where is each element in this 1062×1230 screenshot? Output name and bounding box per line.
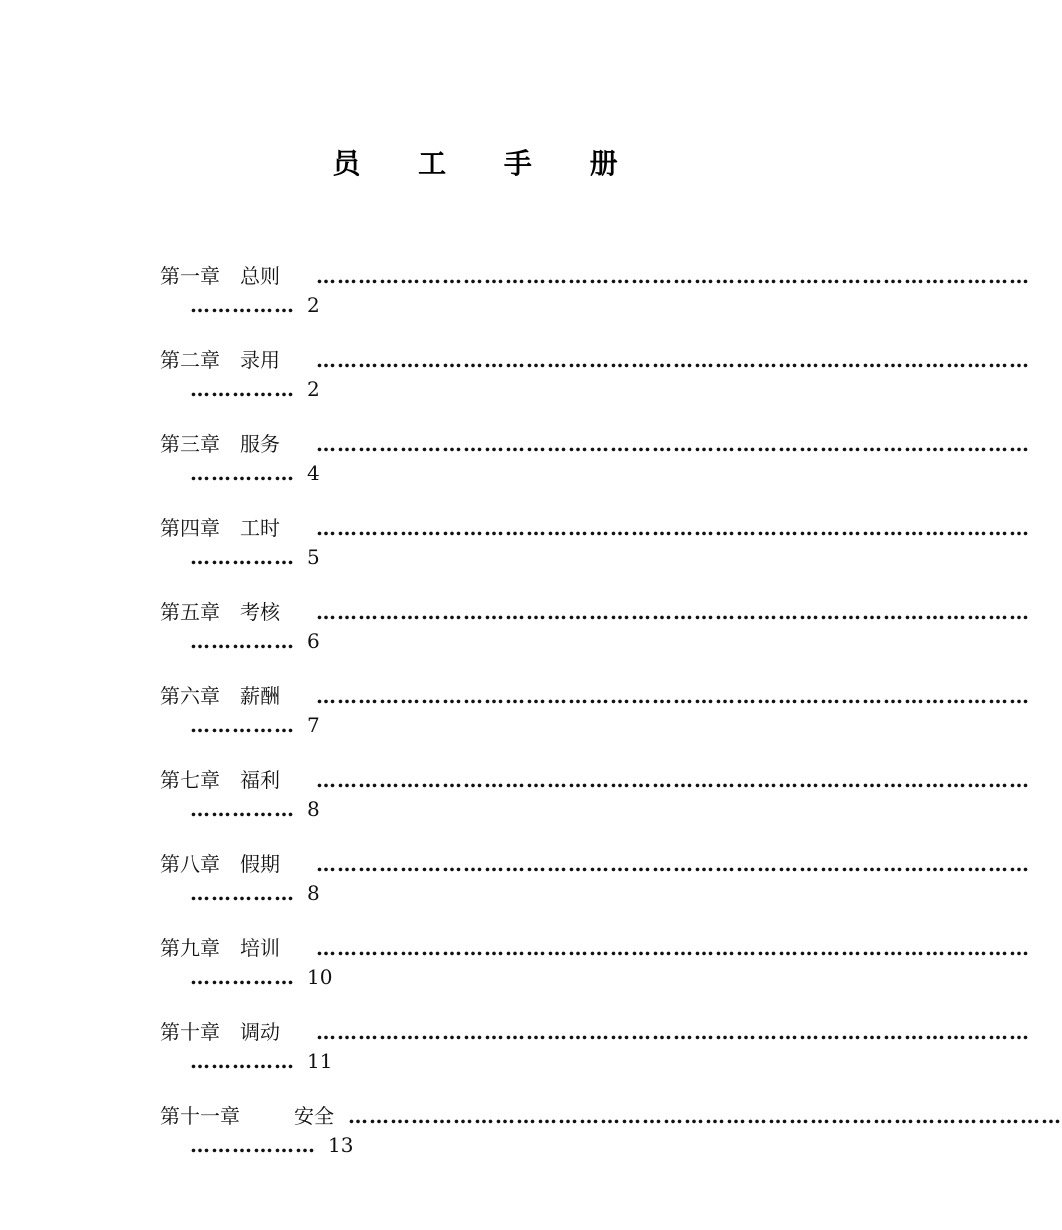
toc-page-number: 8 — [307, 881, 320, 905]
toc-chapter-label: 第四章 — [160, 516, 220, 540]
toc-page-number: 10 — [307, 965, 333, 989]
toc-dot-leader: ………………………………………………………………………………………… — [316, 684, 1030, 708]
toc-dot-leader: ………………………………………………………………………………………… — [316, 600, 1030, 624]
toc-page-number: 2 — [307, 377, 320, 401]
toc-chapter-title: 福利 — [240, 768, 280, 792]
toc-dot-leader: ………………………………………………………………………………………… — [348, 1104, 1062, 1128]
toc-chapter-title: 培训 — [240, 936, 280, 960]
toc-chapter-title: 安全 — [294, 1104, 334, 1128]
toc-chapter-title: 考核 — [240, 600, 280, 624]
toc-chapter-title: 假期 — [240, 852, 280, 876]
toc-page-number: 2 — [307, 293, 320, 317]
toc-chapter-title: 调动 — [240, 1020, 280, 1044]
toc-page-number: 11 — [307, 1049, 333, 1073]
toc-dot-leader: …………… — [190, 797, 295, 821]
toc-chapter-label: 第七章 — [160, 768, 220, 792]
toc-page-number: 6 — [307, 629, 320, 653]
toc-dot-leader: ………………………………………………………………………………………… — [316, 264, 1030, 288]
toc-page-number: 8 — [307, 797, 320, 821]
toc-chapter-label: 第六章 — [160, 684, 220, 708]
toc-chapter-label: 第二章 — [160, 348, 220, 372]
toc-entry[interactable] — [160, 514, 1030, 598]
toc-chapter-title: 薪酬 — [240, 684, 280, 708]
toc-entry[interactable] — [160, 598, 1030, 682]
toc-chapter-label: 第十章 — [160, 1020, 220, 1044]
toc-dot-leader: ………………………………………………………………………………………… — [316, 348, 1030, 372]
toc-dot-leader: …………… — [190, 461, 295, 485]
toc-entry[interactable] — [160, 430, 1030, 514]
toc-dot-leader: ………………………………………………………………………………………… — [316, 516, 1030, 540]
toc-chapter-title: 总则 — [240, 264, 280, 288]
toc-chapter-title: 服务 — [240, 432, 280, 456]
toc-dot-leader: ………………………………………………………………………………………… — [316, 1020, 1030, 1044]
toc-dot-leader: …………… — [190, 545, 295, 569]
toc-dot-leader: ………………………………………………………………………………………… — [316, 852, 1030, 876]
toc-page-number: 5 — [307, 545, 320, 569]
toc-chapter-label: 第八章 — [160, 852, 220, 876]
toc-entry[interactable] — [160, 1102, 1062, 1186]
toc-entry[interactable] — [160, 262, 1030, 346]
toc-dot-leader: …………… — [190, 293, 295, 317]
toc-dot-leader: ………………………………………………………………………………………… — [316, 768, 1030, 792]
toc-chapter-title: 录用 — [240, 348, 280, 372]
toc-dot-leader: …………… — [190, 713, 295, 737]
table-of-contents — [160, 262, 1062, 1186]
toc-entry[interactable] — [160, 934, 1030, 1018]
toc-page-number: 4 — [307, 461, 320, 485]
toc-chapter-label: 第十一章 — [160, 1104, 240, 1128]
toc-dot-leader: ……………… — [190, 1133, 316, 1157]
toc-dot-leader: ………………………………………………………………………………………… — [316, 432, 1030, 456]
toc-chapter-label: 第一章 — [160, 264, 220, 288]
toc-dot-leader: ………………………………………………………………………………………… — [316, 936, 1030, 960]
toc-page-number: 13 — [328, 1133, 354, 1157]
toc-chapter-label: 第三章 — [160, 432, 220, 456]
toc-dot-leader: …………… — [190, 377, 295, 401]
toc-dot-leader: …………… — [190, 1049, 295, 1073]
toc-entry[interactable] — [160, 346, 1030, 430]
toc-dot-leader: …………… — [190, 881, 295, 905]
toc-entry[interactable] — [160, 850, 1030, 934]
toc-entry[interactable] — [160, 766, 1030, 850]
toc-chapter-title: 工时 — [240, 516, 280, 540]
toc-chapter-label: 第五章 — [160, 600, 220, 624]
toc-dot-leader: …………… — [190, 965, 295, 989]
toc-chapter-label: 第九章 — [160, 936, 220, 960]
document-title: 员 工 手 册 — [332, 147, 642, 180]
toc-page-number: 7 — [307, 713, 320, 737]
toc-dot-leader: …………… — [190, 629, 295, 653]
toc-entry[interactable] — [160, 682, 1030, 766]
toc-entry[interactable] — [160, 1018, 1030, 1102]
